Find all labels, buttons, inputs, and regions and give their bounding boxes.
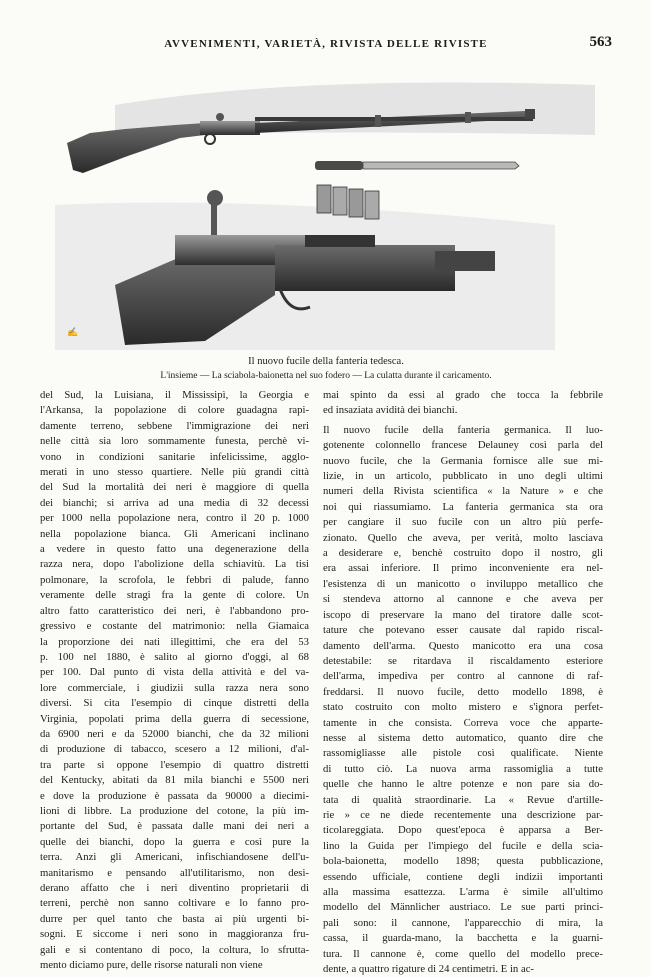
text-line: del Sud, la Luisiana, il Mississipì, la Georgia e <box>40 389 309 401</box>
text-line: tura. Il cannone è, come quello del modello prece- <box>323 947 603 960</box>
text-line: rassomigliasse alle pistole così qualificate. Niente <box>323 747 603 760</box>
text-line: lioni di libbre. La produzione del cotone, la più im- <box>40 804 309 817</box>
text-line: quelle dei bianchi, dopo la guerra e così pure la <box>40 835 309 848</box>
figure-title: Il nuovo fucile della fanteria tedesca. <box>248 356 404 367</box>
text-line: Virginia, popolati prima della guerra di secessione, <box>40 712 309 725</box>
text-line: dente, a quattro rigature di 24 centimetri. E in ac- <box>323 963 534 976</box>
text-line: detestabile: se ritardava il riscaldamento esteriore <box>323 654 603 667</box>
text-line: la proporzione dei nati illegittimi, che era del 53 <box>40 635 309 648</box>
text-line: damente terreno, sebbene l'immigrazione dei neri <box>40 419 309 432</box>
text-line: mento diciamo pure, delle risorse naturali non viene <box>40 959 263 972</box>
text-line: terra. Anzi gli Americani, infischiandosene dell'u- <box>40 851 309 864</box>
text-line: tamente in che consista. Correva voce che apparte- <box>323 716 603 729</box>
text-line: di produzione di tabacco, scesero a 12 milioni, d'al- <box>40 743 309 756</box>
text-line: bola-baionetta, modello 1898; questa pubblicazione, <box>323 855 603 868</box>
text-line: l'Arkansa, la popolazione di colore guadagna rapi- <box>40 404 309 417</box>
text-line: del Sud la mortalità dei neri è maggiore di quella <box>40 481 309 494</box>
running-head: AVVENIMENTI, VARIETÀ, RIVISTA DELLE RIVISTE <box>164 38 488 50</box>
text-line: merati in uno stesso quartiere. Nelle più grandi città <box>40 466 309 479</box>
text-line: di tutto ciò. La nuova arma rassomiglia a tutte <box>323 762 603 775</box>
text-line: nesse al sistema detto automatico, quanto dire che <box>323 731 603 744</box>
text-line: vono in condizioni sanitarie infelicissime, agglo- <box>40 450 309 463</box>
text-line: tata di qualità straordinarie. La « Revue d'artille- <box>323 793 603 806</box>
text-line: a vedere in questo fatto una degenerazione della <box>40 543 309 556</box>
text-line: nuovo fucile, che la Germania fornisce alle sue mi- <box>323 454 603 467</box>
bayonet <box>315 161 519 170</box>
text-line: portante del Sud, è passata dalle mani dei neri a <box>40 820 309 833</box>
text-line: Il nuovo fucile della fanteria germanica. Il luo- <box>323 423 603 436</box>
text-line: terreni, perchè non sanno coltivare e lo fanno pro- <box>40 897 309 910</box>
right-column <box>323 388 603 976</box>
rifle-engraving <box>55 75 595 350</box>
text-line: veramente delle stragi fra la gente di colore. Un <box>40 589 309 602</box>
text-line: derano affatto che i neri diventino proprietarii di <box>40 882 309 894</box>
text-line: modello del Männlicher austriaco. Le sue parti princi- <box>323 901 603 914</box>
page-header <box>40 32 612 56</box>
text-line: dell'arma, impediva per contro al cannone di raf- <box>323 670 603 683</box>
text-line: freddarsi. Il nuovo fucile, detto modello 1898, è <box>323 685 603 698</box>
text-line: zionato. Quello che aveva, per verità, molto lasciava <box>323 531 603 544</box>
figure-subtitle: L'insieme — La sciabola-baionetta nel suo fodero — La culatta durante il caricamento. <box>160 371 492 381</box>
text-line: ticolareggiata. Dopo quest'epoca è apparsa a Ber- <box>323 824 603 837</box>
text-line: mai spinto da essi al grado che tocca la febbrile <box>323 389 603 401</box>
text-line: numeri della Rivista scientifica « la Nature » e che <box>323 485 603 498</box>
text-line: noi qui riassumiamo. La fanteria germanica sta ora <box>323 500 603 513</box>
text-line: ed insaziata avidità dei bianchi. <box>323 404 458 417</box>
text-line: da 6900 neri e da 52000 bianchi, che da 32 milioni <box>40 727 309 740</box>
left-column <box>40 388 309 972</box>
text-line: l'esistenza di un manicotto o inviluppo metallico che <box>323 577 603 590</box>
text-line: quelle che hanno le altre potenze e non pare sia do- <box>323 778 603 791</box>
text-line: iscopo di preservare la mano del tiratore dalle scot- <box>323 608 603 621</box>
text-line: razza nera, dopo l'abolizione della schiavitù. La tisi <box>40 558 309 571</box>
text-line: cassa, il guarda-mano, la bacchetta e la guarni- <box>323 932 603 945</box>
text-line: gotenente colonnello francese Delauney così parla del <box>323 439 603 452</box>
text-line: si stendeva attorno al cannone e che aveva per <box>323 593 603 606</box>
text-line: durre per quel tanto che basta ai più urgenti bi- <box>40 912 309 925</box>
text-line: alla massima esattezza. L'arma è simile all'ultimo <box>323 886 603 898</box>
text-line: era assai inferiore. Il primo inconveniente era nel- <box>323 562 603 575</box>
text-line: nella popolazione bianca. Gli Americani inclinano <box>40 527 309 540</box>
text-line: per cangiare il suo fucile con un altro più perfe- <box>323 516 603 529</box>
text-line: lore commerciale, i giudizii sulla razza nera sono <box>40 681 309 694</box>
text-line: lino la Guida per l'impiego del fucile e della scia- <box>323 839 603 852</box>
text-line: tra parte si oppone l'esempio di quattro distretti <box>40 758 309 771</box>
text-line: damento dell'arma. Questo manicotto era una cosa <box>323 639 603 652</box>
text-line: p. 100 nel 1880, è salito al giorno d'oggi, al 68 <box>40 650 309 663</box>
text-line: nelle città sia loro sommamente funesta, perchè vi- <box>40 435 309 448</box>
text-line: dei bianchi; si arriva ad una media di 32 decessi <box>40 496 309 509</box>
rifle-illustration <box>55 75 595 350</box>
text-line: rie » ce ne diede recentemente una descrizione par- <box>323 808 603 821</box>
text-line: e dove la produzione è passata da 90000 a diecimi- <box>40 789 309 802</box>
text-line: tature che potevano esser causate dal rapido riscal- <box>323 624 603 637</box>
text-line: stato costruito con molto mistero e s'ignora perfet- <box>323 701 603 714</box>
text-line: sogni. E siccome i neri sono in maggioranza fru- <box>40 928 309 941</box>
text-line: altro fatto caratteristico dei neri, è l'abbandono pro- <box>40 604 309 617</box>
text-line: del Kentucky, abitati da 81 mila bianchi e 5500 neri <box>40 774 309 787</box>
text-line: polmonare, la scrofola, le febbri di palude, fanno <box>40 573 309 586</box>
text-line: lizie, in un articolo, pubblicato in uno degli ultimi <box>323 470 603 483</box>
text-line: essendo ufficiale, contiene degli indizii importanti <box>323 870 603 883</box>
page-number: 563 <box>589 34 612 50</box>
text-line: a desiderare e, benchè costruito dopo il nostro, gli <box>323 547 603 560</box>
engraver-signature: ✍ <box>67 327 79 337</box>
text-line: per 1000 nella popolazione nera, contro il 20 p. 1000 <box>40 512 309 525</box>
text-line: manitarismo e pensando all'utilitarismo, non desi- <box>40 866 309 879</box>
text-line: gali e si contentano di poco, la coltura, lo sfrutta- <box>40 943 309 956</box>
text-line: per 100. Dal punto di vista della attività e del va- <box>40 666 309 679</box>
text-line: pali sono: il cannone, l'apparecchio di mira, la <box>323 916 603 929</box>
text-line: gressivo e costante del matrimonio: nella Giamaica <box>40 620 309 633</box>
text-line: diversi. Si cita l'esempio di cinque distretti della <box>40 697 309 710</box>
